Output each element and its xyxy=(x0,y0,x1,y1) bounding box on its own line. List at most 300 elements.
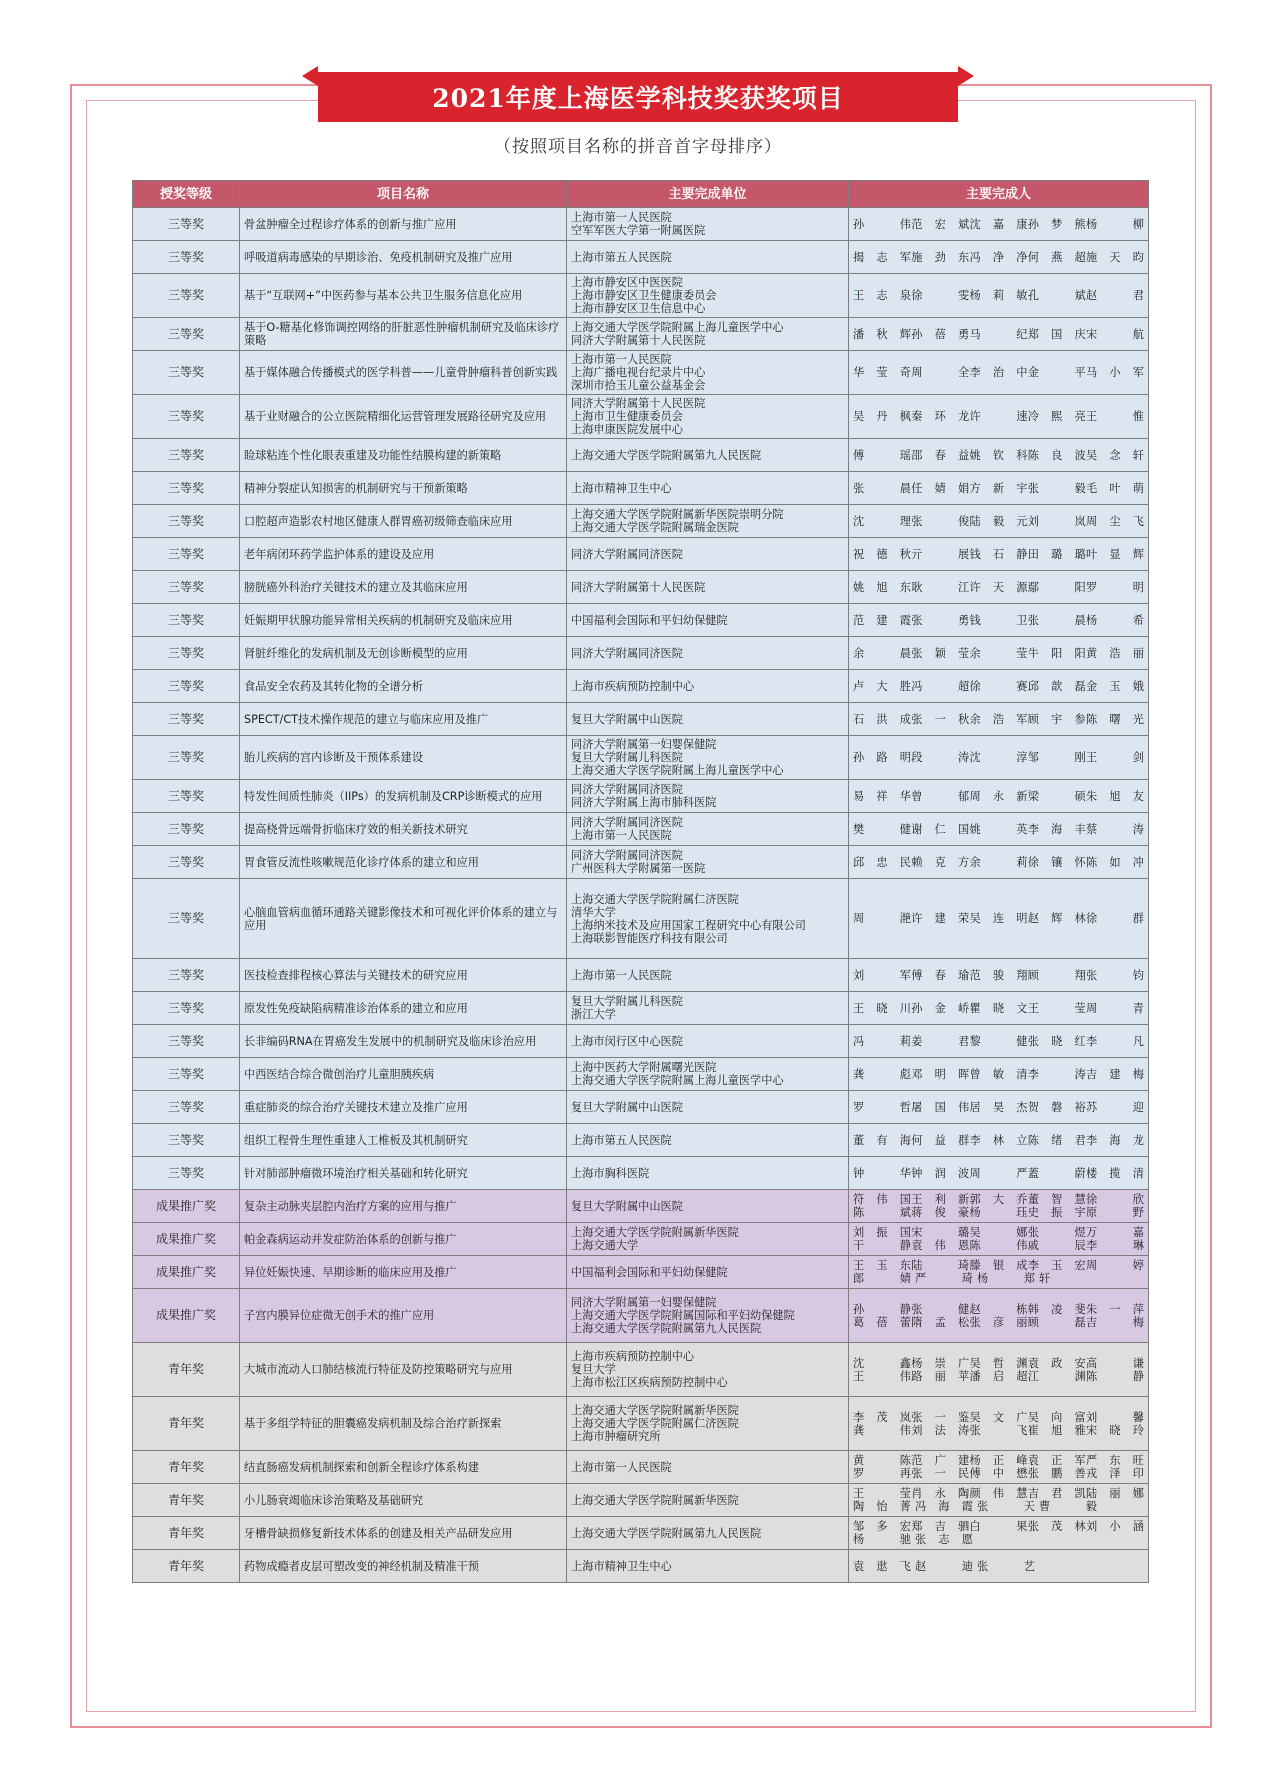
unit-name: 上海市疾病预防控制中心 xyxy=(571,679,695,693)
unit-name: 上海市第一人民医院 xyxy=(571,211,672,224)
project-name: 特发性间质性肺炎（IIPs）的发病机制及CRP诊断模式的应用 xyxy=(240,780,567,813)
person-name: 金 平 xyxy=(1027,366,1086,379)
table-row xyxy=(133,703,1149,736)
person-name: 赖克方 xyxy=(911,855,970,869)
table-row xyxy=(133,318,1149,351)
project-name: 中西医结合综合微创治疗儿童胆胰疾病 xyxy=(240,1058,567,1091)
person-name: 蔡 涛 xyxy=(1086,822,1144,836)
person-name: 揭志军 xyxy=(853,250,911,264)
unit-name: 复旦大学附属儿科医院 xyxy=(571,995,683,1008)
completing-people xyxy=(849,1517,1149,1550)
project-name: 原发性免疫缺陷病精准诊治体系的建立和应用 xyxy=(240,992,567,1025)
person-name: 吉 梅 xyxy=(1086,1315,1144,1329)
person-name: 华莹奇 xyxy=(853,366,911,379)
person-name: 张 毅 xyxy=(1027,481,1086,495)
person-name: 王 莹 xyxy=(1027,1001,1086,1015)
person-name: 吉建梅 xyxy=(1086,1067,1144,1081)
person-name: 姜 君 xyxy=(911,1034,970,1048)
person-name: 陈曙光 xyxy=(1086,712,1144,726)
person-name: 戚 辰 xyxy=(1027,1239,1086,1252)
person-name: 宋 璐 xyxy=(911,1226,970,1239)
completing-units xyxy=(567,538,849,571)
person-name: 张志愿 xyxy=(915,1533,973,1546)
award-level: 三等奖 xyxy=(133,1025,240,1058)
person-name: 周 全 xyxy=(911,366,970,379)
person-name: 陈如冲 xyxy=(1086,855,1144,869)
project-name: 老年病闭环药学监护体系的建设及应用 xyxy=(240,538,567,571)
table-row xyxy=(133,1091,1149,1124)
table-row xyxy=(133,241,1149,274)
unit-name: 上海交通大学医学院附属新华医院崇明分院 xyxy=(571,508,784,521)
person-name: 许天源 xyxy=(969,580,1028,594)
person-name: 姚旭东 xyxy=(853,580,911,594)
person-name: 谢仁国 xyxy=(911,822,970,836)
person-name: 徐 欣 xyxy=(1086,1193,1144,1206)
person-name: 任婧娟 xyxy=(911,481,970,495)
project-name: 呼吸道病毒感染的早期诊治、免疫机制研究及推广应用 xyxy=(240,241,567,274)
person-name: 李海龙 xyxy=(1086,1133,1144,1147)
completing-people xyxy=(849,846,1149,879)
person-name: 吴哲渊 xyxy=(969,1356,1028,1370)
completing-units xyxy=(567,318,849,351)
table-row xyxy=(133,670,1149,703)
person-name: 傅 瑶 xyxy=(853,448,911,462)
completing-people xyxy=(849,813,1149,846)
person-name: 郭大乔 xyxy=(969,1193,1028,1206)
unit-name: 上海市静安区卫生健康委员会 xyxy=(571,289,717,302)
completing-units xyxy=(567,1343,849,1397)
completing-units xyxy=(567,703,849,736)
person-name: 杨正峰 xyxy=(969,1454,1028,1467)
award-level: 成果推广奖 xyxy=(133,1223,240,1256)
person-name: 孙 伟 xyxy=(853,217,911,231)
person-name: 吴文广 xyxy=(969,1410,1028,1424)
unit-name: 上海申康医院发展中心 xyxy=(571,423,683,436)
person-name: 江 渊 xyxy=(1027,1369,1086,1383)
person-name: 孙蓓勇 xyxy=(911,327,970,341)
person-name: 沈嘉康 xyxy=(969,217,1028,231)
award-level: 三等奖 xyxy=(133,1091,240,1124)
person-name: 张 煜 xyxy=(1027,1226,1086,1239)
unit-name: 上海市疾病预防控制中心 xyxy=(571,1350,695,1363)
completing-people xyxy=(849,637,1149,670)
unit-name: 复旦大学附属中山医院 xyxy=(571,712,683,726)
person-name: 刘小涵 xyxy=(1086,1520,1144,1533)
project-name: 睑球粘连个性化眼表重建及功能性结膜构建的新策略 xyxy=(240,439,567,472)
person-name: 许建荣 xyxy=(911,912,970,925)
unit-name: 上海交通大学医学院附属上海儿童医学中心 xyxy=(571,321,784,334)
award-level: 青年奖 xyxy=(133,1517,240,1550)
unit-name: 上海交通大学医学院附属新华医院 xyxy=(571,1226,739,1239)
project-name: 复杂主动脉夹层腔内治疗方案的应用与推广 xyxy=(240,1190,567,1223)
person-name: 曹 毅 xyxy=(1039,1500,1097,1513)
person-name: 张茂林 xyxy=(1027,1520,1086,1533)
table-row xyxy=(133,472,1149,505)
person-name: 张 钧 xyxy=(1086,968,1144,982)
person-name: 袁伟恩 xyxy=(911,1239,970,1252)
completing-people xyxy=(849,670,1149,703)
person-name: 张 艺 xyxy=(977,1559,1035,1573)
unit-name: 浙江大学 xyxy=(571,1008,616,1021)
person-name: 顾 磊 xyxy=(1027,1315,1086,1329)
person-name: 杨 柳 xyxy=(1086,217,1144,231)
project-name: 长非编码RNA在胃癌发生发展中的机制研究及临床诊治应用 xyxy=(240,1025,567,1058)
project-name: 小儿肠衰竭临床诊治策略及基础研究 xyxy=(240,1484,567,1517)
person-name: 王玉东 xyxy=(853,1259,911,1272)
table-row xyxy=(133,780,1149,813)
person-name: 范广建 xyxy=(911,1454,970,1467)
person-name: 高 谦 xyxy=(1086,1356,1144,1370)
project-name: 组织工程骨生理性重建人工椎板及其机制研究 xyxy=(240,1124,567,1157)
person-name: 沈 淳 xyxy=(969,751,1028,764)
table-row xyxy=(133,1397,1149,1451)
unit-name: 上海交通大学医学院附属新华医院 xyxy=(571,1404,739,1417)
table-body xyxy=(133,208,1149,1583)
person-name: 周尘飞 xyxy=(1086,514,1144,528)
completing-people xyxy=(849,1157,1149,1190)
award-level: 三等奖 xyxy=(133,813,240,846)
person-name: 吴 娜 xyxy=(969,1226,1028,1239)
awards-table xyxy=(132,180,1149,1583)
unit-name: 上海市闵行区中心医院 xyxy=(571,1034,683,1048)
person-name: 罗 明 xyxy=(1086,580,1144,594)
page-subtitle: （按照项目名称的拼音首字母排序） xyxy=(494,137,782,157)
completing-units xyxy=(567,1025,849,1058)
completing-people xyxy=(849,736,1149,780)
person-name: 吴向富 xyxy=(1027,1410,1086,1424)
person-name: 钟 华 xyxy=(853,1166,911,1180)
person-name: 楼揽清 xyxy=(1086,1166,1144,1180)
person-name: 董有海 xyxy=(853,1133,911,1147)
unit-name: 上海交通大学医学院附属仁济医院 xyxy=(571,892,739,906)
person-name: 王 惟 xyxy=(1086,410,1144,423)
completing-people xyxy=(849,395,1149,439)
person-name: 周 严 xyxy=(969,1166,1028,1180)
person-name: 万 嘉 xyxy=(1086,1226,1144,1239)
award-level: 三等奖 xyxy=(133,879,240,959)
person-name: 赵 栋 xyxy=(969,1302,1028,1316)
completing-people xyxy=(849,1223,1149,1256)
person-name: 孙梦熊 xyxy=(1027,217,1086,231)
completing-units xyxy=(567,670,849,703)
unit-name: 同济大学附属第十人民医院 xyxy=(571,334,706,347)
completing-people xyxy=(849,604,1149,637)
completing-units xyxy=(567,1091,849,1124)
person-name: 许 速 xyxy=(969,410,1028,423)
award-level: 三等奖 xyxy=(133,1157,240,1190)
project-name: 胎儿疾病的宫内诊断及干预体系建设 xyxy=(240,736,567,780)
person-name: 赵 君 xyxy=(1086,289,1144,302)
table-row xyxy=(133,1025,1149,1058)
person-name: 杨莉敏 xyxy=(969,289,1028,302)
project-name: 药物成瘾者皮层可塑改变的神经机制及精准干预 xyxy=(240,1550,567,1583)
table-row xyxy=(133,439,1149,472)
project-name: 提高桡骨远端骨折临床疗效的相关新技术研究 xyxy=(240,813,567,846)
person-name: 冯 莉 xyxy=(853,1034,911,1048)
person-name: 刘 军 xyxy=(853,968,911,982)
award-level: 三等奖 xyxy=(133,571,240,604)
person-name: 李林立 xyxy=(969,1133,1028,1147)
person-name: 徐 雯 xyxy=(911,289,970,302)
completing-people xyxy=(849,472,1149,505)
person-name: 孔 斌 xyxy=(1027,289,1086,302)
person-name: 耿 江 xyxy=(911,580,970,594)
person-name: 钱 卫 xyxy=(969,613,1028,627)
table-row xyxy=(133,736,1149,780)
completing-units xyxy=(567,637,849,670)
completing-people xyxy=(849,1484,1149,1517)
unit-name: 同济大学附属第一妇婴保健院 xyxy=(571,738,717,751)
person-name: 杨 希 xyxy=(1086,613,1144,627)
person-name: 路丽苹 xyxy=(911,1369,970,1383)
project-name: 子宫内膜异位症微无创手术的推广应用 xyxy=(240,1289,567,1343)
person-name: 李玉宏 xyxy=(1027,1259,1086,1272)
table-row xyxy=(133,1550,1149,1583)
completing-units xyxy=(567,439,849,472)
completing-units xyxy=(567,879,849,959)
unit-name: 复旦大学 xyxy=(571,1363,616,1376)
person-name: 孙 静 xyxy=(853,1302,911,1316)
person-name: 袁逖飞 xyxy=(853,1559,911,1573)
unit-name: 上海市静安区卫生信息中心 xyxy=(571,302,706,315)
person-name: 樊 健 xyxy=(853,822,911,836)
award-level: 青年奖 xyxy=(133,1343,240,1397)
project-name: 基于多组学特征的胆囊癌发病机制及综合治疗新探索 xyxy=(240,1397,567,1451)
person-name: 邹多宏 xyxy=(853,1520,911,1533)
completing-units xyxy=(567,1517,849,1550)
completing-units xyxy=(567,992,849,1025)
person-name: 黄 陈 xyxy=(853,1454,911,1467)
person-name: 孙金峤 xyxy=(911,1001,970,1015)
person-name: 邵春益 xyxy=(911,448,970,462)
person-name: 朱旭友 xyxy=(1086,789,1144,803)
person-name: 姚钦科 xyxy=(969,448,1028,462)
person-name: 吴丹枫 xyxy=(853,410,911,423)
table-row xyxy=(133,274,1149,318)
completing-people xyxy=(849,351,1149,395)
unit-name: 上海交通大学医学院附属新华医院 xyxy=(571,1493,739,1507)
person-name: 张晓红 xyxy=(1027,1034,1086,1048)
person-name: 吴连明 xyxy=(969,912,1028,925)
person-name: 张彦丽 xyxy=(969,1315,1028,1329)
award-level: 三等奖 xyxy=(133,1124,240,1157)
table-row xyxy=(133,395,1149,439)
completing-people xyxy=(849,780,1149,813)
table-row xyxy=(133,1517,1149,1550)
project-name: 基于媒体融合传播模式的医学科普——儿童骨肿瘤科普创新实践 xyxy=(240,351,567,395)
person-name: 赵 迪 xyxy=(915,1559,973,1573)
person-name: 韩凌斐 xyxy=(1027,1302,1086,1316)
completing-people xyxy=(849,1343,1149,1397)
person-name: 董智慧 xyxy=(1027,1193,1086,1206)
person-name: 郑国庆 xyxy=(1027,327,1086,341)
completing-units xyxy=(567,1190,849,1223)
person-name: 曾敏清 xyxy=(969,1067,1028,1081)
completing-people xyxy=(849,505,1149,538)
person-name: 杨崇广 xyxy=(911,1356,970,1370)
person-name: 张 天 xyxy=(977,1500,1035,1513)
person-name: 梁 硕 xyxy=(1027,789,1086,803)
table-row xyxy=(133,1124,1149,1157)
completing-units xyxy=(567,472,849,505)
completing-units xyxy=(567,571,849,604)
person-name: 陶怡菁 xyxy=(853,1500,911,1513)
person-name: 亓 展 xyxy=(911,547,970,561)
unit-name: 上海市第一人民医院 xyxy=(571,1460,672,1474)
unit-name: 上海市卫生健康委员会 xyxy=(571,410,683,423)
unit-name: 上海市第一人民医院 xyxy=(571,968,672,982)
person-name: 陈良波 xyxy=(1027,448,1086,462)
table-row xyxy=(133,1157,1149,1190)
unit-name: 上海纳米技术及应用国家工程研究中心有限公司 xyxy=(571,918,806,932)
person-name: 张 俊 xyxy=(911,514,970,528)
table-row xyxy=(133,1289,1149,1343)
person-name: 蓋 蔚 xyxy=(1027,1166,1086,1180)
person-name: 陈绪君 xyxy=(1027,1133,1086,1147)
person-name: 卢大胜 xyxy=(853,679,911,693)
person-name: 秦环龙 xyxy=(911,410,970,423)
unit-name: 中国福利会国际和平妇幼保健院 xyxy=(571,1265,728,1279)
completing-people xyxy=(849,538,1149,571)
award-level: 成果推广奖 xyxy=(133,1256,240,1289)
person-name: 王晓川 xyxy=(853,1001,911,1015)
completing-units xyxy=(567,736,849,780)
award-level: 三等奖 xyxy=(133,351,240,395)
completing-people xyxy=(849,1091,1149,1124)
unit-name: 清华大学 xyxy=(571,905,616,919)
unit-name: 同济大学附属同济医院 xyxy=(571,816,683,829)
table-row xyxy=(133,1058,1149,1091)
unit-name: 上海交通大学医学院附属瑞金医院 xyxy=(571,521,739,534)
person-name: 黎 健 xyxy=(969,1034,1028,1048)
person-name: 沈 鑫 xyxy=(853,1356,911,1370)
unit-name: 同济大学附属上海市肺科医院 xyxy=(571,796,717,809)
completing-people xyxy=(849,241,1149,274)
project-name: 精神分裂症认知损害的机制研究与干预新策略 xyxy=(240,472,567,505)
person-name: 曾 郁 xyxy=(911,789,970,803)
unit-name: 上海市松江区疾病预防控制中心 xyxy=(571,1376,728,1389)
award-level: 三等奖 xyxy=(133,736,240,780)
person-name: 罗 哲 xyxy=(853,1100,911,1114)
unit-name: 同济大学附属同济医院 xyxy=(571,646,683,660)
person-name: 戎泽印 xyxy=(1086,1467,1144,1480)
table-row xyxy=(133,1256,1149,1289)
completing-people xyxy=(849,1550,1149,1583)
person-name: 陆丽娜 xyxy=(1086,1487,1144,1500)
person-name: 杨 驰 xyxy=(853,1533,911,1546)
table-row xyxy=(133,992,1149,1025)
column-header-units: 主要完成单位 xyxy=(567,181,849,208)
completing-people xyxy=(849,318,1149,351)
person-name: 方新宇 xyxy=(969,481,1028,495)
person-name: 李 琳 xyxy=(1086,1239,1144,1252)
person-name: 施天昀 xyxy=(1086,250,1144,264)
person-name: 邹 刚 xyxy=(1027,751,1086,764)
person-name: 毛叶萌 xyxy=(1086,481,1144,495)
completing-units xyxy=(567,1289,849,1343)
completing-units xyxy=(567,351,849,395)
person-name: 干 静 xyxy=(853,1239,911,1252)
person-name: 张颖莹 xyxy=(911,646,970,660)
person-name: 肖永陶 xyxy=(911,1487,970,1500)
completing-people xyxy=(849,959,1149,992)
table-row xyxy=(133,571,1149,604)
award-level: 三等奖 xyxy=(133,208,240,241)
page-title: 2021年度上海医学科技奖获奖项目 xyxy=(318,72,958,122)
project-name: 胃食管反流性咳嗽规范化诊疗体系的建立和应用 xyxy=(240,846,567,879)
completing-people xyxy=(849,1190,1149,1223)
person-name: 陆 琦 xyxy=(911,1259,970,1272)
project-name: 膀胱癌外科治疗关键技术的建立及其临床应用 xyxy=(240,571,567,604)
award-level: 三等奖 xyxy=(133,703,240,736)
completing-units xyxy=(567,1451,849,1484)
unit-name: 上海交通大学医学院附属上海儿童医学中心 xyxy=(571,1074,784,1087)
table-row xyxy=(133,637,1149,670)
person-name: 易祥华 xyxy=(853,789,911,803)
person-name: 冯 超 xyxy=(911,679,970,693)
project-name: 帕金森病运动并发症防治体系的创新与推广 xyxy=(240,1223,567,1256)
person-name: 张 晨 xyxy=(1027,613,1086,627)
unit-name: 上海市精神卫生中心 xyxy=(571,481,672,495)
person-name: 贺磐裕 xyxy=(1027,1100,1086,1114)
table-row xyxy=(133,959,1149,992)
person-name: 葛蓓蕾 xyxy=(853,1315,911,1329)
title-ribbon-left xyxy=(302,66,318,86)
person-name: 邓明晖 xyxy=(911,1067,970,1081)
project-name: 大城市流动人口肺结核流行特征及防控策略研究与应用 xyxy=(240,1343,567,1397)
completing-people xyxy=(849,274,1149,318)
person-name: 姚 英 xyxy=(969,822,1028,836)
person-name: 蒋俊豪 xyxy=(911,1206,970,1219)
person-name: 崔旭雅 xyxy=(1027,1423,1086,1437)
completing-people xyxy=(849,1256,1149,1289)
project-name: 重症肺炎的综合治疗关键技术建立及推广应用 xyxy=(240,1091,567,1124)
award-level: 青年奖 xyxy=(133,1550,240,1583)
table-row xyxy=(133,1343,1149,1397)
unit-name: 上海广播电视台纪录片中心 xyxy=(571,366,706,379)
completing-units xyxy=(567,208,849,241)
person-name: 吉君凯 xyxy=(1027,1487,1086,1500)
unit-name: 同济大学附属第十人民医院 xyxy=(571,397,706,410)
award-level: 三等奖 xyxy=(133,241,240,274)
person-name: 马 纪 xyxy=(969,327,1028,341)
person-name: 严 琦 xyxy=(915,1272,973,1285)
completing-units xyxy=(567,813,849,846)
person-name: 原 野 xyxy=(1086,1206,1144,1219)
completing-units xyxy=(567,395,849,439)
person-name: 何燕超 xyxy=(1027,250,1086,264)
person-name: 牛阳阳 xyxy=(1027,646,1086,660)
person-name: 杨 郑 xyxy=(977,1272,1035,1285)
person-name: 苏 迎 xyxy=(1086,1100,1144,1114)
person-name: 袁政安 xyxy=(1027,1356,1086,1370)
award-level: 三等奖 xyxy=(133,780,240,813)
person-name: 轩 xyxy=(1039,1272,1051,1285)
person-name: 刘 岚 xyxy=(1027,514,1086,528)
award-level: 三等奖 xyxy=(133,395,240,439)
unit-name: 上海交通大学医学院附属仁济医院 xyxy=(571,1417,739,1430)
award-level: 三等奖 xyxy=(133,1058,240,1091)
completing-units xyxy=(567,1157,849,1190)
person-name: 周永新 xyxy=(969,789,1028,803)
person-name: 郎 婧 xyxy=(853,1272,911,1285)
completing-people xyxy=(849,879,1149,959)
person-name: 陆毅元 xyxy=(969,514,1028,528)
person-name: 刘法涛 xyxy=(911,1423,970,1437)
table-row xyxy=(133,505,1149,538)
unit-name: 复旦大学附属中山医院 xyxy=(571,1100,683,1114)
completing-people xyxy=(849,703,1149,736)
